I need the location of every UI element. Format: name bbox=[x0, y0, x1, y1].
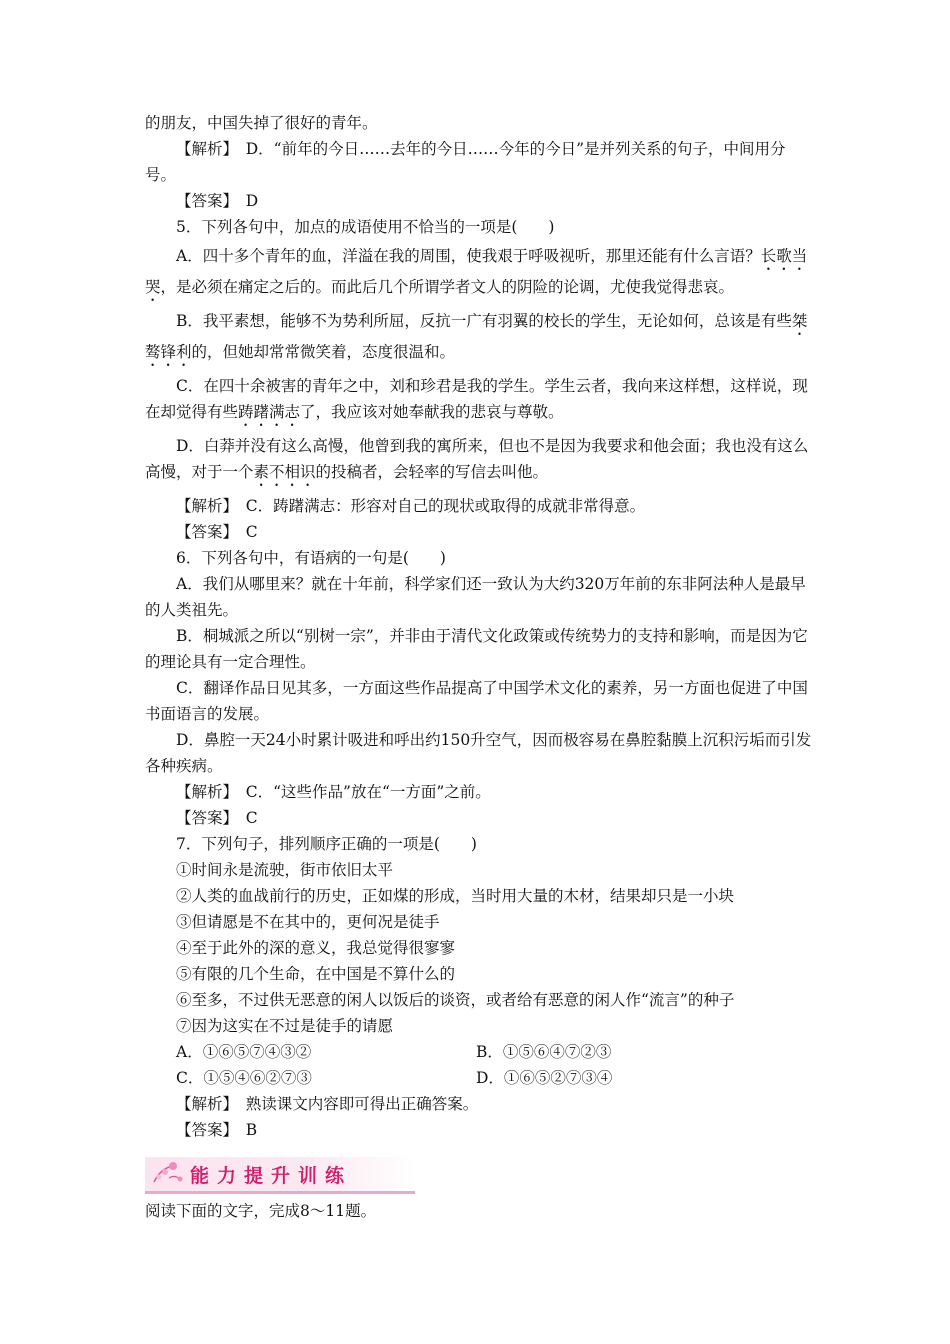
option-text: C．在四十余被害的青年之中，刘和珍君是我的学生。学生云者，我向来这样想，这样说，现在却觉得有些 bbox=[145, 377, 808, 421]
analysis-line: 【解析】 熟读课文内容即可得出正确答案。 bbox=[176, 1095, 479, 1113]
reading-instruction: 阅读下面的文字，完成8～11题。 bbox=[145, 1202, 377, 1220]
q7-options-row-1 bbox=[145, 1039, 815, 1065]
dotted-idiom: 素不相识 bbox=[253, 463, 316, 481]
option-text: A．四十多个青年的血，洋溢在我的周围，使我艰于呼吸视听，那里还能有什么言语？ bbox=[176, 247, 761, 265]
option-text: 的，但她却常常微笑着，态度很温和。 bbox=[191, 343, 456, 361]
q5-option-d bbox=[145, 433, 815, 490]
answer-line: 【答案】 C bbox=[176, 809, 258, 827]
q7-option-a: A．①⑥⑤⑦④③② bbox=[176, 1043, 312, 1061]
flower-icon bbox=[151, 1160, 185, 1192]
q6-option-c: C．翻译作品日见其多，一方面这些作品提高了中国学术文化的素养，另一方面也促进了中国书面语言的发展。 bbox=[145, 679, 808, 723]
option-text: 了，我应该对她奉献我的悲哀与尊敬。 bbox=[300, 403, 564, 421]
question-5: 5．下列各句中，加点的成语使用不恰当的一项是( ) bbox=[176, 218, 555, 236]
q5-option-c bbox=[145, 373, 815, 430]
sentence-3: ③但请愿是不在其中的，更何况是徒手 bbox=[176, 913, 440, 931]
q5-option-a bbox=[145, 243, 815, 305]
option-text: B．我平素想，能够不为势利所屈，反抗一广有羽翼的校长的学生，无论如何，总该是有些 bbox=[176, 312, 792, 330]
analysis-line: 【解析】 C．“这些作品”放在“一方面”之前。 bbox=[176, 783, 491, 801]
sentence-4: ④至于此外的深的意义，我总觉得很寥寥 bbox=[176, 939, 456, 957]
dotted-idiom: 踌躇满志 bbox=[238, 403, 301, 421]
analysis-line: 【解析】 C．踌躇满志：形容对自己的现状或取得的成就非常得意。 bbox=[176, 497, 646, 515]
sentence-5: ⑤有限的几个生命，在中国是不算什么的 bbox=[176, 965, 456, 983]
option-text: 的投稿者，会轻率的写信去叫他。 bbox=[315, 463, 549, 481]
option-text: ，是必须在痛定之后的。而此后几个所谓学者文人的阴险的论调，尤使我觉得悲哀。 bbox=[160, 278, 735, 296]
q6-option-d: D．鼻腔一天24小时累计吸进和呼出约150升空气，因而极容易在鼻腔黏膜上沉积污垢而引发各种疾病。 bbox=[145, 731, 812, 775]
q5-option-b bbox=[145, 308, 815, 370]
sentence-7: ⑦因为这实在不过是徒手的请愿 bbox=[176, 1017, 394, 1035]
dotted-idiom: 桀骜锋利 bbox=[145, 312, 808, 361]
analysis-line: 【解析】 D．“前年的今日……去年的今日……今年的今日”是并列关系的句子，中间用分号。 bbox=[145, 140, 786, 184]
sentence-6: ⑥至多，不过供无恶意的闲人以饭后的谈资，或者给有恶意的闲人作“流言”的种子 bbox=[176, 991, 735, 1009]
q7-option-d: D．①⑥⑤②⑦③④ bbox=[476, 1069, 613, 1087]
document-page bbox=[145, 110, 815, 1224]
sentence-2: ②人类的血战前行的历史，正如煤的形成，当时用大量的木材，结果却只是一小块 bbox=[176, 887, 735, 905]
dotted-idiom: 长歌当哭 bbox=[145, 247, 808, 296]
answer-line: 【答案】 B bbox=[176, 1121, 258, 1139]
q7-options-row-2 bbox=[145, 1065, 815, 1091]
q6-option-a: A．我们从哪里来？就在十年前，科学家们还一致认为大约320万年前的东非阿法种人是最早的人类祖先。 bbox=[145, 575, 806, 619]
section-banner bbox=[145, 1157, 415, 1194]
q6-option-b: B．桐城派之所以“别树一宗”，并非由于清代文化政策或传统势力的支持和影响，而是因为它的理论具有一定合理性。 bbox=[145, 627, 808, 671]
sentence-1: ①时间永是流驶，街市依旧太平 bbox=[176, 861, 394, 879]
option-text: D．白莽并没有这么高慢，他曾到我的寓所来，但也不是因为我要求和他会面；我也没有这么高慢，对于一个 bbox=[145, 437, 809, 481]
q7-option-c: C．①⑤④⑥②⑦③ bbox=[176, 1069, 312, 1087]
text-line: 的朋友，中国失掉了很好的青年。 bbox=[145, 114, 378, 132]
banner-title: 能力提升训练 bbox=[190, 1165, 353, 1187]
q7-option-b: B．①⑤⑥④⑦②③ bbox=[476, 1043, 612, 1061]
answer-line: 【答案】 D bbox=[176, 192, 259, 210]
question-7: 7．下列句子，排列顺序正确的一项是( ) bbox=[176, 835, 477, 853]
question-6: 6．下列各句中，有语病的一句是( ) bbox=[176, 549, 446, 567]
answer-line: 【答案】 C bbox=[176, 523, 258, 541]
